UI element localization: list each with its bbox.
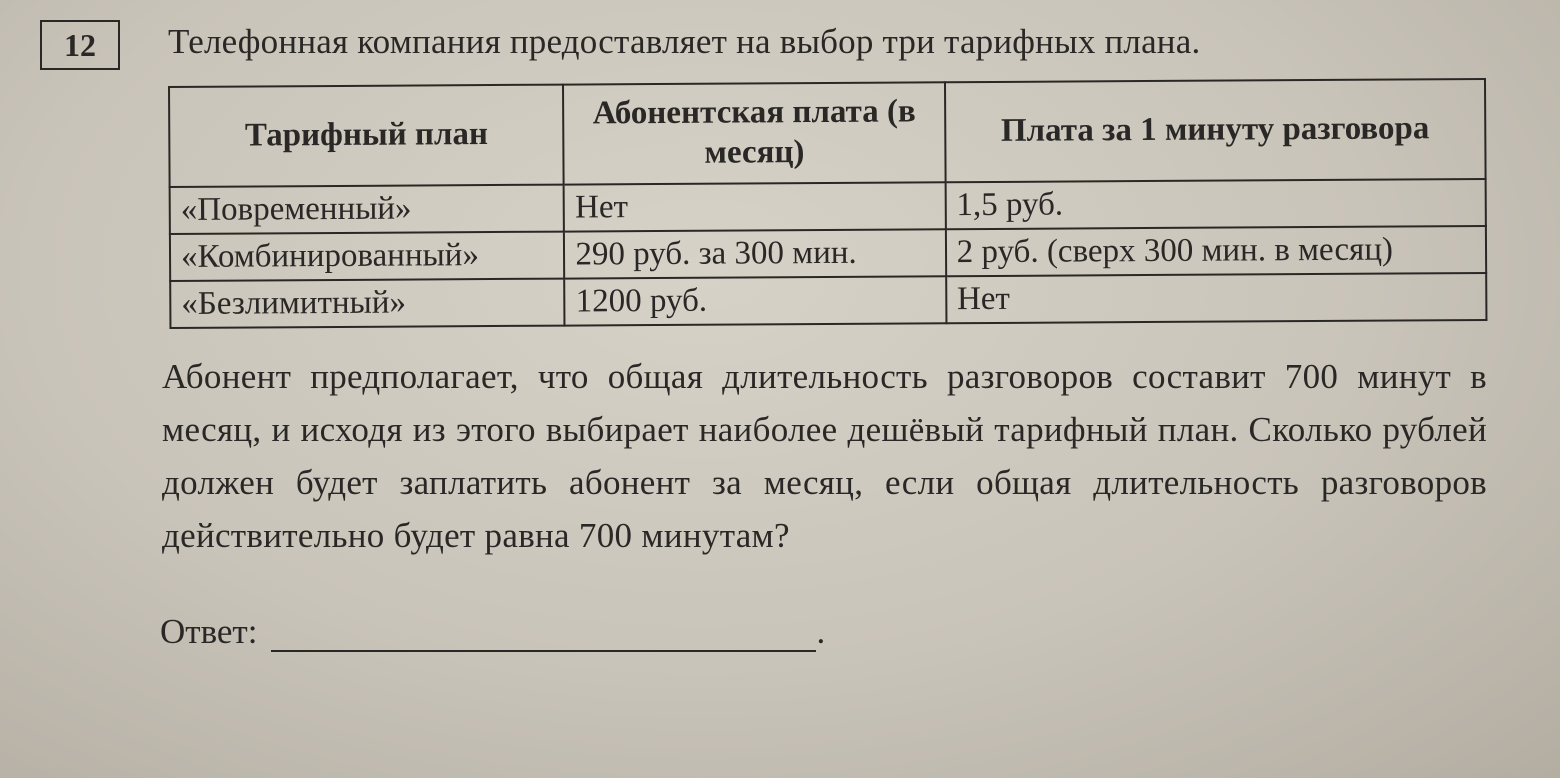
cell-per-minute-rate: 1,5 руб. bbox=[945, 179, 1486, 229]
header-monthly-fee: Абонентская плата (в месяц) bbox=[563, 82, 945, 184]
tariff-table bbox=[168, 78, 1487, 329]
task-number: 12 bbox=[64, 26, 96, 63]
cell-per-minute-rate: Нет bbox=[946, 273, 1487, 323]
header-per-minute-rate: Плата за 1 минуту разговора bbox=[945, 79, 1486, 182]
problem-text: Абонент предполагает, что общая длительность разговоров составит 700 минут в месяц, и исходя из этого выбирает наиболее дешёвый тарифный план. Сколько рублей должен будет заплатить абонент за месяц, если общая длительность разговоров действительно будет равна 700 минутам? bbox=[162, 357, 1487, 555]
answer-blank-line[interactable] bbox=[271, 616, 816, 652]
table-row bbox=[170, 273, 1486, 328]
header-plan: Тарифный план bbox=[169, 85, 564, 187]
answer-label: Ответ: bbox=[160, 612, 258, 651]
cell-plan: «Комбинированный» bbox=[170, 232, 565, 281]
table-header-row bbox=[169, 79, 1486, 187]
cell-plan: «Безлимитный» bbox=[170, 279, 565, 328]
cell-monthly-fee: Нет bbox=[564, 182, 946, 231]
table-row bbox=[170, 226, 1486, 281]
task-number-box bbox=[40, 20, 120, 70]
answer-period: . bbox=[816, 612, 826, 651]
cell-plan: «Повременный» bbox=[170, 185, 565, 234]
cell-per-minute-rate: 2 руб. (сверх 300 мин. в месяц) bbox=[946, 226, 1487, 276]
answer-row bbox=[160, 612, 825, 652]
cell-monthly-fee: 1200 руб. bbox=[565, 276, 947, 325]
task-intro: Телефонная компания предоставляет на выбор три тарифных плана. bbox=[168, 22, 1201, 61]
table-row bbox=[170, 179, 1486, 234]
cell-monthly-fee: 290 руб. за 300 мин. bbox=[564, 229, 946, 278]
